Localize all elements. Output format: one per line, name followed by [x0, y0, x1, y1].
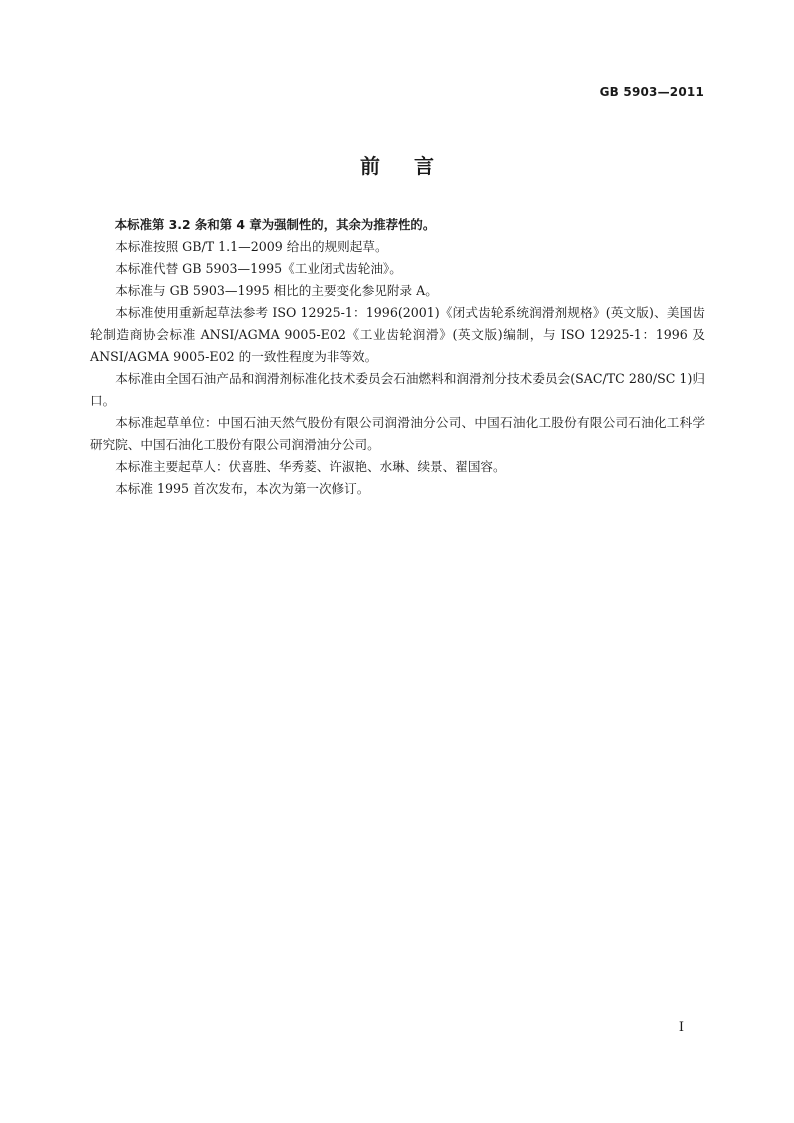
- paragraph-committee: 本标准由全国石油产品和润滑剂标准化技术委员会石油燃料和润滑剂分技术委员会(SAC/TC 280/SC 1)归口。: [90, 371, 705, 408]
- paragraph-references: 本标准使用重新起草法参考 ISO 12925-1：1996(2001)《闭式齿轮系统润滑剂规格》(英文版)、美国齿轮制造商协会标准 ANSI/AGMA 9005-E02《工业齿轮润滑》(英文版)编制，与 ISO 12925-1：1996 及 ANSI/AGMA 9005-E02 的一致性程度为非等效。: [90, 305, 705, 364]
- paragraph-drafters: 本标准主要起草人：伏喜胜、华秀菱、许淑艳、水琳、续景、翟国容。: [115, 459, 506, 474]
- paragraph-drafting-rules: 本标准按照 GB/T 1.1—2009 给出的规则起草。: [115, 239, 388, 254]
- paragraph-history: 本标准 1995 首次发布，本次为第一次修订。: [115, 481, 370, 496]
- document-code: GB 5903—2011: [599, 85, 704, 99]
- page-number: I: [678, 1020, 684, 1035]
- paragraph-replaces: 本标准代替 GB 5903—1995《工业闭式齿轮油》。: [115, 261, 402, 276]
- foreword-body: [90, 214, 705, 500]
- paragraph-changes: 本标准与 GB 5903—1995 相比的主要变化参见附录 A。: [115, 283, 438, 298]
- page-title: 前言: [360, 154, 468, 178]
- paragraph-mandatory-clause: 本标准第 3.2 条和第 4 章为强制性的，其余为推荐性的。: [114, 217, 436, 232]
- paragraph-drafting-units: 本标准起草单位：中国石油天然气股份有限公司润滑油分公司、中国石油化工股份有限公司石油化工科学研究院、中国石油化工股份有限公司润滑油分公司。: [90, 415, 705, 452]
